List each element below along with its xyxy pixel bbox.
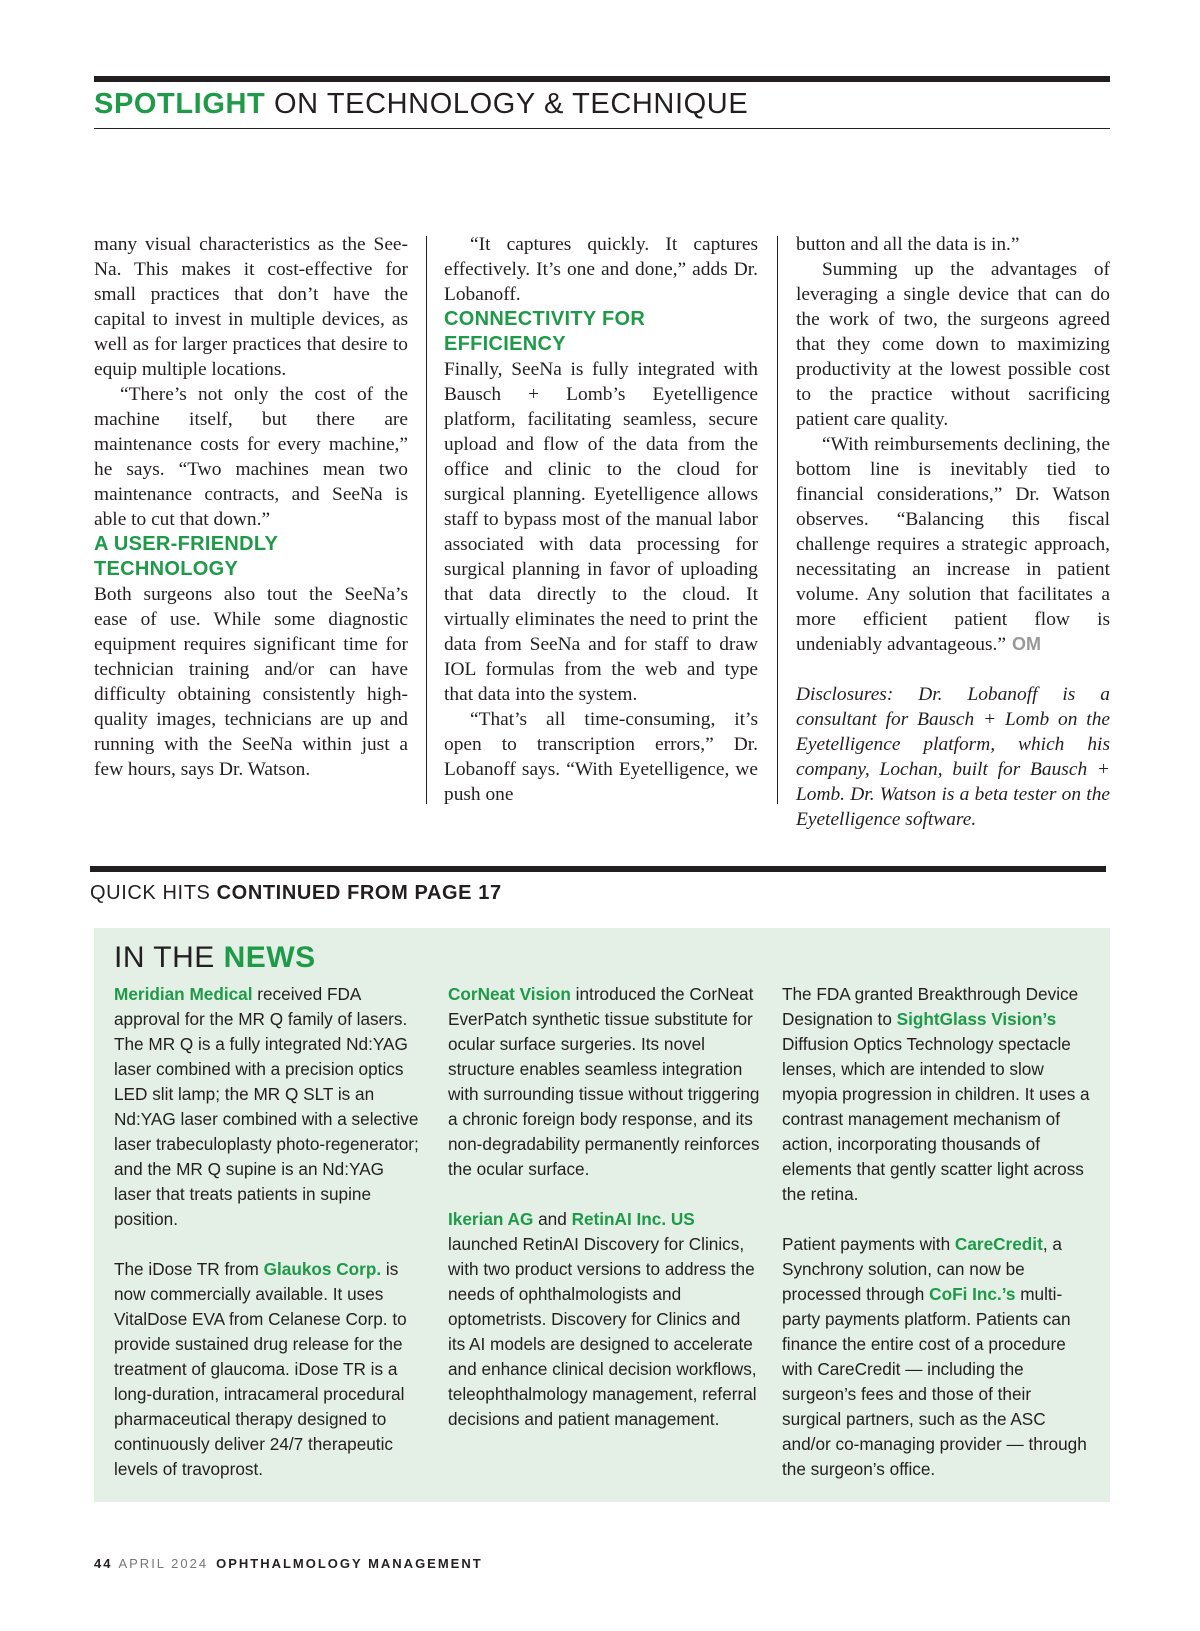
- news-text: , a Synchrony solution, can now be processed through: [782, 1234, 1062, 1304]
- article-paragraph: “That’s all time-consuming, it’s open to transcription errors,” Dr. Lobanoff says. “With Eyetelligence, we push one: [444, 709, 758, 805]
- news-text: The FDA granted Breakthrough Device Designation to: [782, 984, 1079, 1029]
- disclosure-note: Disclosures: Dr. Lobanoff is a consultant for Bausch + Lomb on the Eyetelligence platform, which his company, Lochan, built for Bausch + Lomb. Dr. Watson is a beta tester on the Eyetelligence software.: [796, 684, 1110, 830]
- news-title-plain: IN THE: [114, 941, 224, 974]
- news-item: [448, 1207, 760, 1432]
- om-end-mark: OM: [1012, 634, 1041, 654]
- company-name: Ikerian AG: [448, 1209, 534, 1229]
- news-text: The iDose TR from: [114, 1259, 264, 1279]
- in-the-news-box: [94, 928, 1110, 1502]
- article-column-1: [94, 232, 408, 782]
- header-spotlight: SPOTLIGHT: [94, 88, 266, 120]
- news-title-bold: NEWS: [223, 941, 316, 974]
- section-header: [94, 88, 1110, 121]
- article-paragraph: “It captures quickly. It captures effectively. It’s one and done,” adds Dr. Lobanoff.: [444, 234, 758, 305]
- article-paragraph: many visual characteristics as the See-Na. This makes it cost-effective for small practices that don’t have the capital to invest in multiple devices, as well as for larger practices that desire to equip multiple locations.: [94, 234, 408, 380]
- header-rest: ON TECHNOLOGY & TECHNIQUE: [265, 88, 749, 120]
- company-name: CorNeat Vision: [448, 984, 571, 1004]
- company-name: Meridian Medical: [114, 984, 253, 1004]
- company-name: Glaukos Corp.: [263, 1259, 382, 1279]
- top-rule: [94, 76, 1110, 82]
- news-column-2: [448, 982, 760, 1457]
- news-column-1: [114, 982, 426, 1507]
- news-text: multi-party payments platform. Patients can finance the entire cost of a procedure with CareCredit — including the surgeon’s fees and those of their surgical partners, such as the ASC and/or co-managing provider — through the surgeon’s office.: [782, 1284, 1087, 1479]
- news-text: Patient payments with: [782, 1234, 955, 1254]
- article-paragraph-text: “With reimbursements declining, the bottom line is inevitably tied to financial considerations,” Dr. Watson observes. “Balancing this fiscal challenge requires a strategic approach, necessitating an increase in patient volume. Any solution that facilitates a more efficient patient flow is undeniably advantageous.”: [796, 434, 1110, 655]
- article-paragraph: Both surgeons also tout the SeeNa’s ease of use. While some diagnostic equipment requires significant time for technician training and/or can have difficulty obtaining consistently high-quality images, technicians are up and running with the SeeNa within just a few hours, says Dr. Watson.: [94, 584, 408, 780]
- column-divider: [426, 236, 427, 804]
- subheading-user-friendly: A USER-FRIENDLY TECHNOLOGY: [94, 533, 278, 580]
- news-item: [114, 982, 426, 1232]
- article-paragraph: [796, 432, 1110, 657]
- news-text: is now commercially available. It uses VitalDose EVA from Celanese Corp. to provide sustained drug release for the treatment of glaucoma. iDose TR is a long-duration, intracameral procedural pharmaceutical therapy designed to continuously deliver 24/7 therapeutic levels of travoprost.: [114, 1259, 407, 1479]
- article-column-2: [444, 232, 758, 807]
- news-item: [114, 1257, 426, 1482]
- header-rule: [94, 128, 1110, 129]
- news-column-3: [782, 982, 1094, 1507]
- quick-hits-label: [90, 882, 502, 905]
- quick-hits-continued: CONTINUED FROM PAGE 17: [216, 882, 502, 904]
- news-text: launched RetinAI Discovery for Clinics, with two product versions to address the needs of ophthalmologists and optometrists. Discovery for Clinics and its AI models are designed to accelerate and enhance clinical decision workflows, teleophthalmology management, referral decisions and patient management.: [448, 1234, 757, 1429]
- news-item: [782, 1232, 1094, 1482]
- article-paragraph: Finally, SeeNa is fully integrated with Bausch + Lomb’s Eyetelligence platform, facilitating seamless, secure upload and flow of the data from the office and clinic to the cloud for surgical planning. Eyetelligence allows staff to bypass most of the manual labor associated with data processing for surgical planning in favor of uploading that data directly to the cloud. It virtually eliminates the need to print the data from SeeNa and for staff to draw IOL formulas from the web and type that data into the system.: [444, 359, 758, 705]
- company-name: RetinAI Inc. US: [571, 1209, 695, 1229]
- company-name: CareCredit: [954, 1234, 1043, 1254]
- subheading-connectivity: CONNECTIVITY FOR EFFICIENCY: [444, 308, 646, 355]
- article-paragraph: Summing up the advantages of leveraging a single device that can do the work of two, the surgeons agreed that they come down to maximizing productivity at the lowest possible cost to the practice without sacrificing patient care quality.: [796, 259, 1110, 430]
- company-name: CoFi Inc.’s: [929, 1284, 1016, 1304]
- article-paragraph: “There’s not only the cost of the machine itself, but there are maintenance costs for every machine,” he says. “Two machines mean two maintenance contracts, and SeeNa is able to cut that down.”: [94, 384, 408, 530]
- publication-name: OPHTHALMOLOGY MANAGEMENT: [216, 1556, 483, 1571]
- column-divider: [777, 236, 778, 804]
- page-number: 44: [94, 1556, 113, 1571]
- quick-hits-rule: [90, 866, 1106, 872]
- page-footer: [94, 1556, 483, 1571]
- news-item: [782, 982, 1094, 1207]
- company-name: SightGlass Vision’s: [896, 1009, 1057, 1029]
- article-column-3: [796, 232, 1110, 832]
- article-paragraph: button and all the data is in.”: [796, 234, 1020, 255]
- news-text: Diffusion Optics Technology spectacle lenses, which are intended to slow myopia progression in children. It uses a contrast management mechanism of action, incorporating thousands of elements that gently scatter light across the retina.: [782, 1034, 1090, 1204]
- news-item: [448, 982, 760, 1182]
- news-title: [114, 941, 316, 975]
- news-text: received FDA approval for the MR Q family of lasers. The MR Q is a fully integrated Nd:YAG laser combined with a precision optics LED slit lamp; the MR Q SLT is an Nd:YAG laser combined with a selective laser trabeculoplasty photo-regenerator; and the MR Q supine is an Nd:YAG laser that treats patients in supine position.: [114, 984, 419, 1229]
- quick-hits-title: QUICK HITS: [90, 882, 217, 904]
- news-text: and: [533, 1209, 572, 1229]
- issue-date: APRIL 2024: [118, 1556, 209, 1571]
- news-text: introduced the CorNeat EverPatch synthetic tissue substitute for ocular surface surgeries. Its novel structure enables seamless integration with surrounding tissue without triggering a chronic foreign body response, and its non-degradability permanently reinforces the ocular surface.: [448, 984, 760, 1179]
